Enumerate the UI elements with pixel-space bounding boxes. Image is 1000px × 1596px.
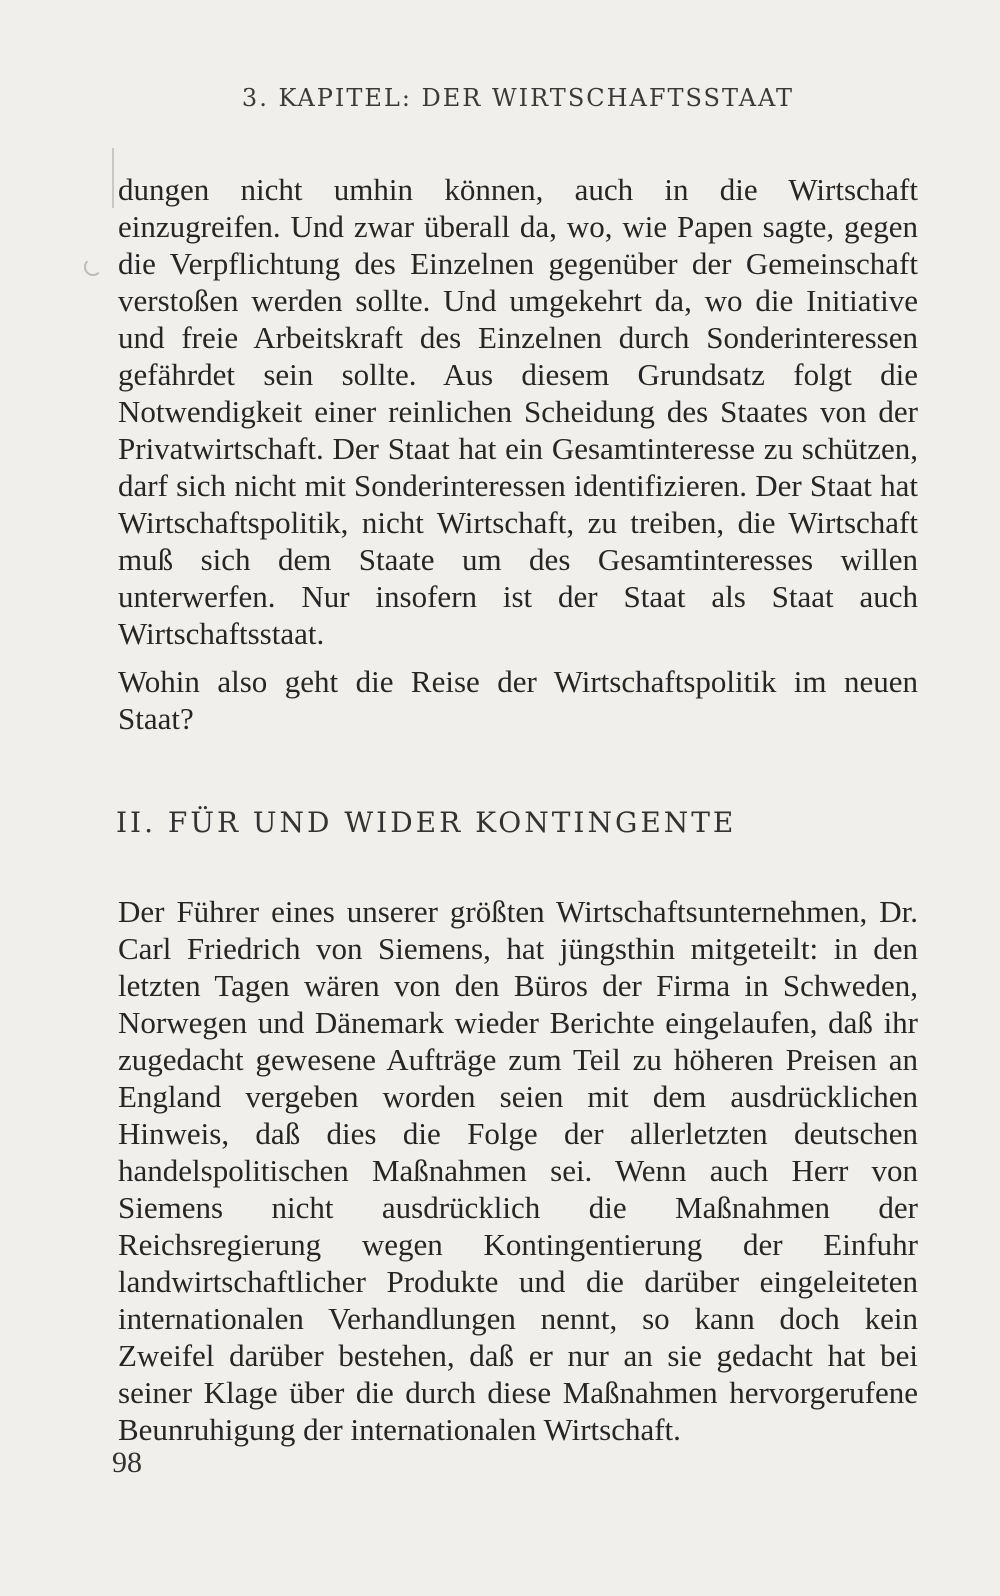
page-number: 98 bbox=[112, 1446, 142, 1479]
margin-pencil-line bbox=[112, 148, 114, 208]
paragraph-question: Wohin also geht die Reise der Wirtschaftspolitik im neuen Staat? bbox=[118, 664, 918, 736]
paragraph-continuation: dungen nicht umhin können, auch in die Wirtschaft einzugreifen. Und zwar überall da, wo, wie Papen sagte, gegen die Verpflichtung des Einzelnen gegenüber der Gemeinschaft verstoßen werden sollte. Und umgekehrt da, wo die Initiative und freie Arbeitskraft des Einzelnen durch Sonderinteressen gefährdet sein sollte. Aus diesem Grundsatz folgt die Notwendigkeit einer reinlichen Scheidung des Staates von der Privatwirtschaft. Der Staat hat ein Gesamtinteresse zu schützen, darf sich nicht mit Sonderinteressen identifizieren. Der Staat hat Wirtschaftspolitik, nicht Wirtschaft, zu treiben, die Wirtschaft muß sich dem Staate um des Gesamtinteresses willen unterwerfen. Nur insofern ist der Staat als Staat auch Wirtschaftsstaat. bbox=[118, 172, 918, 651]
margin-pencil-mark bbox=[84, 258, 102, 276]
running-head: 3. KAPITEL: DER WIRTSCHAFTSSTAAT bbox=[241, 84, 795, 112]
section-heading: II. FÜR UND WIDER KONTINGENTE bbox=[116, 806, 737, 839]
paragraph-siemens: Der Führer eines unserer größten Wirtschaftsunternehmen, Dr. Carl Friedrich von Siemens, hat jüngsthin mitgeteilt: in den letzten Tagen wären von den Büros der Firma in Schweden, Norwegen und Dänemark wieder Berichte eingelaufen, daß ihr zugedacht gewesene Aufträge zum Teil zu höheren Preisen an England vergeben worden seien mit dem ausdrücklichen Hinweis, daß dies die Folge der allerletzten deutschen handelspolitischen Maßnahmen sei. Wenn auch Herr von Siemens nicht ausdrücklich die Maßnahmen der Reichsregierung wegen Kontingentierung der Einfuhr landwirtschaftlicher Produkte und die darüber eingeleiteten internationalen Verhandlungen nennt, so kann doch kein Zweifel darüber bestehen, daß er nur an sie gedacht hat bei seiner Klage über die durch diese Maßnahmen hervorgerufene Beunruhigung der internationalen Wirtschaft. bbox=[118, 894, 918, 1447]
